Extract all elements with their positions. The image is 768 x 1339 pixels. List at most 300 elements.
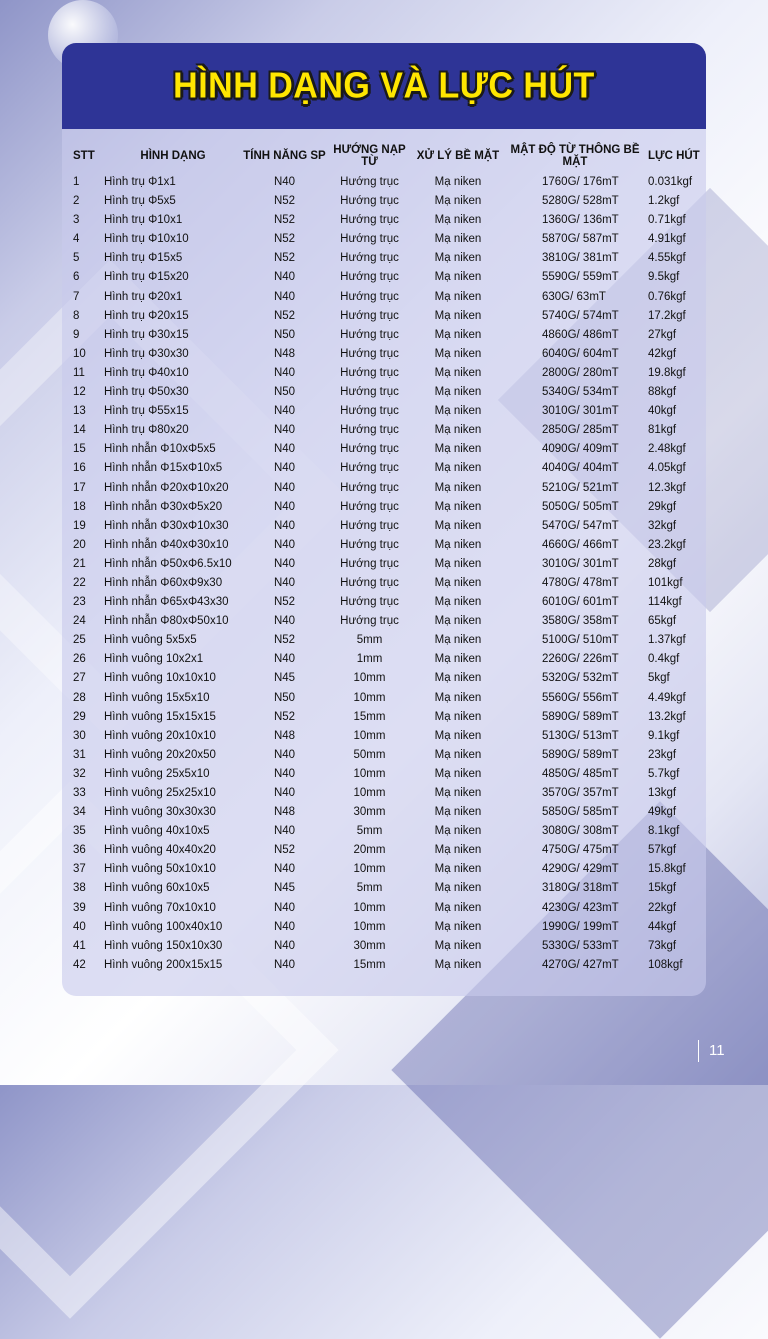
row-shape: Hình trụ Φ15x5 xyxy=(104,252,183,265)
row-pull-force: 13kgf xyxy=(648,787,677,799)
row-coating: Mạ niken xyxy=(434,958,482,971)
row-shape: Hình vuông 15x5x10 xyxy=(104,691,210,704)
table-row xyxy=(62,345,706,364)
row-grade: N40 xyxy=(273,958,296,971)
table-row xyxy=(62,211,706,230)
row-shape: Hình vuông 25x5x10 xyxy=(104,767,210,780)
row-shape: Hình trụ Φ30x30 xyxy=(104,347,189,360)
row-grade: N40 xyxy=(273,424,296,437)
table-row xyxy=(62,860,706,879)
row-pull-force: 4.05kgf xyxy=(648,462,686,475)
row-grade: N40 xyxy=(273,748,296,761)
table-row xyxy=(62,459,706,478)
row-pull-force: 22kgf xyxy=(648,901,677,914)
row-coating: Mạ niken xyxy=(434,500,482,513)
row-grade: N40 xyxy=(273,557,296,570)
row-pull-force: 32kgf xyxy=(648,519,677,532)
table-row xyxy=(62,593,706,612)
row-pull-force: 15.8kgf xyxy=(648,863,686,876)
row-magnetization: 50mm xyxy=(353,748,386,761)
row-stt: 28 xyxy=(73,691,86,704)
row-coating: Mạ niken xyxy=(434,290,482,303)
row-flux-density: 3810G/ 381mT xyxy=(542,252,619,265)
row-coating: Mạ niken xyxy=(434,519,482,532)
table-row xyxy=(62,784,706,803)
row-flux-density: 1990G/ 199mT xyxy=(542,920,619,933)
row-grade: N40 xyxy=(273,863,296,876)
row-shape: Hình vuông 15x15x15 xyxy=(104,710,216,723)
table-row xyxy=(62,746,706,765)
row-grade: N40 xyxy=(273,939,296,952)
row-grade: N52 xyxy=(273,309,296,322)
table-row xyxy=(62,918,706,937)
table-row xyxy=(62,879,706,898)
row-flux-density: 4090G/ 409mT xyxy=(542,443,619,456)
row-coating: Mạ niken xyxy=(434,195,482,208)
row-pull-force: 4.91kgf xyxy=(648,233,686,246)
row-magnetization: Hướng trục xyxy=(340,596,399,609)
row-pull-force: 57kgf xyxy=(648,844,677,857)
table-row xyxy=(62,956,706,975)
row-coating: Mạ niken xyxy=(434,328,482,341)
row-flux-density: 6010G/ 601mT xyxy=(542,596,619,609)
row-stt: 18 xyxy=(73,500,86,513)
row-grade: N52 xyxy=(273,710,296,723)
table-row xyxy=(62,402,706,421)
row-shape: Hình nhẫn Φ50xΦ6.5x10 xyxy=(104,557,232,570)
row-coating: Mạ niken xyxy=(434,901,482,914)
row-pull-force: 19.8kgf xyxy=(648,366,686,379)
row-grade: N40 xyxy=(273,767,296,780)
title-banner xyxy=(62,43,706,129)
row-grade: N40 xyxy=(273,443,296,456)
row-shape: Hình trụ Φ50x30 xyxy=(104,386,189,399)
row-pull-force: 23.2kgf xyxy=(648,538,686,551)
row-stt: 9 xyxy=(73,328,80,341)
row-pull-force: 114kgf xyxy=(648,596,682,609)
row-flux-density: 3580G/ 358mT xyxy=(542,615,619,628)
table-row xyxy=(62,440,706,459)
row-flux-density: 1760G/ 176mT xyxy=(542,176,619,188)
row-magnetization: 20mm xyxy=(353,844,386,857)
row-coating: Mạ niken xyxy=(434,233,482,246)
row-flux-density: 3570G/ 357mT xyxy=(542,787,619,799)
table-row xyxy=(62,803,706,822)
row-stt: 6 xyxy=(73,271,80,284)
row-grade: N45 xyxy=(273,882,296,895)
row-pull-force: 108kgf xyxy=(648,958,683,971)
row-grade: N40 xyxy=(273,653,296,666)
table-row xyxy=(62,574,706,593)
column-header-pull-force: LỰC HÚT xyxy=(648,150,700,162)
row-shape: Hình nhẫn Φ10xΦ5x5 xyxy=(104,443,216,456)
table-body xyxy=(62,173,706,975)
row-stt: 41 xyxy=(73,939,86,952)
row-magnetization: Hướng trục xyxy=(340,366,399,379)
row-shape: Hình vuông 200x15x15 xyxy=(104,958,223,971)
row-stt: 36 xyxy=(73,844,86,857)
table-row xyxy=(62,727,706,746)
row-magnetization: Hướng trục xyxy=(340,500,399,513)
row-shape: Hình vuông 25x25x10 xyxy=(104,787,216,799)
row-grade: N48 xyxy=(273,347,296,360)
table-row xyxy=(62,249,706,268)
page-number: 11 xyxy=(698,1040,725,1062)
table-row xyxy=(62,708,706,727)
row-shape: Hình vuông 20x10x10 xyxy=(104,729,216,742)
row-magnetization: 15mm xyxy=(353,710,386,723)
page-title: HÌNH DẠNG VÀ LỰC HÚT xyxy=(173,65,595,106)
row-stt: 22 xyxy=(73,576,86,589)
row-flux-density: 5590G/ 559mT xyxy=(542,271,619,284)
table-row xyxy=(62,765,706,784)
row-flux-density: 4040G/ 404mT xyxy=(542,462,619,475)
table-row xyxy=(62,421,706,440)
row-coating: Mạ niken xyxy=(434,806,482,819)
row-coating: Mạ niken xyxy=(434,787,482,799)
row-flux-density: 5280G/ 528mT xyxy=(542,195,619,208)
row-coating: Mạ niken xyxy=(434,347,482,360)
row-shape: Hình vuông 40x10x5 xyxy=(104,825,210,838)
table-row xyxy=(62,517,706,536)
row-stt: 40 xyxy=(73,920,86,933)
table-row xyxy=(62,612,706,631)
row-flux-density: 5890G/ 589mT xyxy=(542,748,619,761)
row-stt: 31 xyxy=(73,748,86,761)
row-magnetization: 10mm xyxy=(353,729,386,742)
row-coating: Mạ niken xyxy=(434,576,482,589)
row-grade: N50 xyxy=(273,328,296,341)
row-pull-force: 15kgf xyxy=(648,882,677,895)
row-pull-force: 0.4kgf xyxy=(648,653,680,666)
row-flux-density: 3010G/ 301mT xyxy=(542,557,619,570)
row-shape: Hình vuông 100x40x10 xyxy=(104,920,223,933)
row-pull-force: 1.37kgf xyxy=(648,634,686,647)
row-shape: Hình trụ Φ1x1 xyxy=(104,176,176,188)
row-stt: 13 xyxy=(73,405,86,418)
row-coating: Mạ niken xyxy=(434,844,482,857)
row-magnetization: Hướng trục xyxy=(340,405,399,418)
row-grade: N40 xyxy=(273,271,296,284)
row-coating: Mạ niken xyxy=(434,386,482,399)
row-magnetization: 10mm xyxy=(353,787,386,799)
row-pull-force: 9.5kgf xyxy=(648,271,680,284)
table-row xyxy=(62,498,706,517)
row-coating: Mạ niken xyxy=(434,729,482,742)
row-magnetization: 1mm xyxy=(356,653,383,666)
row-flux-density: 4660G/ 466mT xyxy=(542,538,619,551)
row-pull-force: 101kgf xyxy=(648,576,683,589)
row-coating: Mạ niken xyxy=(434,366,482,379)
row-pull-force: 17.2kgf xyxy=(648,309,686,322)
row-magnetization: 5mm xyxy=(356,825,383,838)
table-row xyxy=(62,899,706,918)
row-stt: 25 xyxy=(73,634,86,647)
row-stt: 30 xyxy=(73,729,86,742)
row-stt: 20 xyxy=(73,538,86,551)
row-magnetization: Hướng trục xyxy=(340,424,399,437)
row-coating: Mạ niken xyxy=(434,634,482,647)
row-shape: Hình trụ Φ40x10 xyxy=(104,366,189,379)
row-stt: 38 xyxy=(73,882,86,895)
row-stt: 32 xyxy=(73,767,86,780)
table-row xyxy=(62,841,706,860)
row-flux-density: 2260G/ 226mT xyxy=(542,653,619,666)
row-shape: Hình nhẫn Φ30xΦ5x20 xyxy=(104,500,223,513)
row-pull-force: 5kgf xyxy=(648,672,670,685)
row-flux-density: 5100G/ 510mT xyxy=(542,634,619,647)
row-magnetization: Hướng trục xyxy=(340,443,399,456)
row-flux-density: 5340G/ 534mT xyxy=(542,386,619,399)
column-header-stt: STT xyxy=(73,150,95,162)
row-coating: Mạ niken xyxy=(434,882,482,895)
row-coating: Mạ niken xyxy=(434,748,482,761)
magnet-spec-table xyxy=(62,139,706,975)
table-row xyxy=(62,536,706,555)
row-shape: Hình trụ Φ15x20 xyxy=(104,271,189,284)
row-flux-density: 5470G/ 547mT xyxy=(542,519,619,532)
row-shape: Hình vuông 40x40x20 xyxy=(104,844,216,857)
row-magnetization: 10mm xyxy=(353,767,386,780)
row-magnetization: Hướng trục xyxy=(340,252,399,265)
row-pull-force: 40kgf xyxy=(648,405,677,418)
row-magnetization: Hướng trục xyxy=(340,176,399,188)
row-magnetization: Hướng trục xyxy=(340,519,399,532)
table-row xyxy=(62,230,706,249)
row-grade: N40 xyxy=(273,481,296,494)
table-header-row xyxy=(62,139,706,173)
row-stt: 33 xyxy=(73,787,86,799)
row-grade: N52 xyxy=(273,233,296,246)
row-pull-force: 4.55kgf xyxy=(648,252,686,265)
row-flux-density: 4850G/ 485mT xyxy=(542,767,619,780)
row-pull-force: 44kgf xyxy=(648,920,677,933)
row-stt: 26 xyxy=(73,653,86,666)
table-row xyxy=(62,307,706,326)
row-shape: Hình trụ Φ30x15 xyxy=(104,328,189,341)
row-shape: Hình nhẫn Φ20xΦ10x20 xyxy=(104,481,229,494)
row-pull-force: 4.49kgf xyxy=(648,691,686,704)
row-grade: N40 xyxy=(273,825,296,838)
row-magnetization: 30mm xyxy=(353,806,386,819)
table-row xyxy=(62,268,706,287)
table-row xyxy=(62,650,706,669)
row-coating: Mạ niken xyxy=(434,481,482,494)
row-coating: Mạ niken xyxy=(434,252,482,265)
row-pull-force: 23kgf xyxy=(648,748,677,761)
column-header-coating: XỬ LÝ BỀ MẶT xyxy=(416,150,500,162)
table-row xyxy=(62,689,706,708)
row-pull-force: 27kgf xyxy=(648,328,677,341)
row-pull-force: 81kgf xyxy=(648,424,677,437)
row-shape: Hình vuông 20x20x50 xyxy=(104,748,216,761)
row-stt: 16 xyxy=(73,462,86,475)
row-flux-density: 5330G/ 533mT xyxy=(542,939,619,952)
row-coating: Mạ niken xyxy=(434,939,482,952)
row-magnetization: 10mm xyxy=(353,901,386,914)
row-magnetization: Hướng trục xyxy=(340,214,399,227)
row-coating: Mạ niken xyxy=(434,710,482,723)
row-magnetization: Hướng trục xyxy=(340,386,399,399)
row-coating: Mạ niken xyxy=(434,767,482,780)
row-stt: 11 xyxy=(73,366,85,379)
row-pull-force: 0.031kgf xyxy=(648,176,693,188)
row-grade: N40 xyxy=(273,462,296,475)
row-grade: N50 xyxy=(273,386,296,399)
row-magnetization: Hướng trục xyxy=(340,576,399,589)
row-shape: Hình vuông 60x10x5 xyxy=(104,882,210,895)
row-coating: Mạ niken xyxy=(434,596,482,609)
row-pull-force: 49kgf xyxy=(648,806,677,819)
row-shape: Hình vuông 5x5x5 xyxy=(104,634,197,647)
row-pull-force: 2.48kgf xyxy=(648,443,686,456)
row-flux-density: 6040G/ 604mT xyxy=(542,347,619,360)
row-grade: N40 xyxy=(273,920,296,933)
row-stt: 29 xyxy=(73,710,86,723)
row-coating: Mạ niken xyxy=(434,920,482,933)
column-header-magnetization: HƯỚNG NẠP TỪ xyxy=(333,144,406,168)
spec-table-card xyxy=(62,43,706,996)
row-pull-force: 5.7kgf xyxy=(648,767,680,780)
row-flux-density: 5560G/ 556mT xyxy=(542,691,619,704)
column-header-grade: TÍNH NĂNG SP xyxy=(243,150,326,162)
row-flux-density: 2800G/ 280mT xyxy=(542,366,619,379)
row-grade: N52 xyxy=(273,252,296,265)
row-stt: 39 xyxy=(73,901,86,914)
row-stt: 4 xyxy=(73,233,80,246)
row-magnetization: 5mm xyxy=(356,882,383,895)
row-shape: Hình trụ Φ10x1 xyxy=(104,214,183,227)
row-coating: Mạ niken xyxy=(434,214,482,227)
row-shape: Hình trụ Φ55x15 xyxy=(104,405,189,418)
row-coating: Mạ niken xyxy=(434,309,482,322)
row-coating: Mạ niken xyxy=(434,691,482,704)
row-coating: Mạ niken xyxy=(434,176,482,188)
row-grade: N40 xyxy=(273,519,296,532)
row-grade: N40 xyxy=(273,576,296,589)
row-stt: 5 xyxy=(73,252,80,265)
row-stt: 42 xyxy=(73,958,86,971)
table-row xyxy=(62,326,706,345)
row-stt: 21 xyxy=(73,557,86,570)
row-magnetization: 10mm xyxy=(353,920,386,933)
row-pull-force: 28kgf xyxy=(648,557,677,570)
row-magnetization: Hướng trục xyxy=(340,195,399,208)
table-row xyxy=(62,937,706,956)
row-magnetization: 10mm xyxy=(353,863,386,876)
row-pull-force: 12.3kgf xyxy=(648,481,686,494)
row-stt: 15 xyxy=(73,443,86,456)
table-row xyxy=(62,192,706,211)
row-magnetization: Hướng trục xyxy=(340,328,399,341)
row-stt: 8 xyxy=(73,309,80,322)
row-magnetization: 15mm xyxy=(353,958,386,971)
row-grade: N52 xyxy=(273,596,296,609)
row-pull-force: 29kgf xyxy=(648,500,677,513)
row-flux-density: 5850G/ 585mT xyxy=(542,806,619,819)
row-shape: Hình nhẫn Φ30xΦ10x30 xyxy=(104,519,229,532)
row-shape: Hình nhẫn Φ60xΦ9x30 xyxy=(104,576,223,589)
row-stt: 17 xyxy=(73,481,86,494)
row-magnetization: Hướng trục xyxy=(340,462,399,475)
row-stt: 10 xyxy=(73,347,86,360)
row-magnetization: Hướng trục xyxy=(340,615,399,628)
table-row xyxy=(62,669,706,688)
row-flux-density: 5870G/ 587mT xyxy=(542,233,619,246)
row-coating: Mạ niken xyxy=(434,672,482,685)
row-stt: 1 xyxy=(73,176,80,188)
table-row xyxy=(62,383,706,402)
row-stt: 37 xyxy=(73,863,86,876)
row-magnetization: 5mm xyxy=(356,634,383,647)
row-stt: 24 xyxy=(73,615,86,628)
row-flux-density: 3080G/ 308mT xyxy=(542,825,619,838)
row-coating: Mạ niken xyxy=(434,538,482,551)
row-grade: N52 xyxy=(273,844,296,857)
row-coating: Mạ niken xyxy=(434,615,482,628)
row-shape: Hình trụ Φ5x5 xyxy=(104,195,176,208)
row-pull-force: 65kgf xyxy=(648,615,677,628)
row-flux-density: 5210G/ 521mT xyxy=(542,481,619,494)
row-flux-density: 3180G/ 318mT xyxy=(542,882,619,895)
row-grade: N40 xyxy=(273,290,296,303)
row-coating: Mạ niken xyxy=(434,443,482,456)
row-stt: 27 xyxy=(73,672,86,685)
row-pull-force: 42kgf xyxy=(648,347,677,360)
row-shape: Hình nhẫn Φ80xΦ50x10 xyxy=(104,615,229,628)
table-row xyxy=(62,822,706,841)
row-flux-density: 5740G/ 574mT xyxy=(542,309,619,322)
row-stt: 34 xyxy=(73,806,86,819)
row-shape: Hình vuông 70x10x10 xyxy=(104,901,216,914)
row-shape: Hình nhẫn Φ15xΦ10x5 xyxy=(104,462,223,475)
table-row xyxy=(62,555,706,574)
row-shape: Hình nhẫn Φ65xΦ43x30 xyxy=(104,596,229,609)
row-flux-density: 5320G/ 532mT xyxy=(542,672,619,685)
row-magnetization: Hướng trục xyxy=(340,271,399,284)
row-magnetization: 10mm xyxy=(353,672,386,685)
row-pull-force: 0.76kgf xyxy=(648,290,686,303)
row-grade: N40 xyxy=(273,366,296,379)
row-coating: Mạ niken xyxy=(434,863,482,876)
row-grade: N52 xyxy=(273,214,296,227)
row-shape: Hình vuông 150x10x30 xyxy=(104,939,223,952)
row-flux-density: 1360G/ 136mT xyxy=(542,214,619,227)
row-magnetization: Hướng trục xyxy=(340,233,399,246)
row-shape: Hình trụ Φ20x1 xyxy=(104,290,183,303)
row-magnetization: Hướng trục xyxy=(340,538,399,551)
row-shape: Hình trụ Φ10x10 xyxy=(104,233,189,246)
table-row xyxy=(62,288,706,307)
row-shape: Hình vuông 50x10x10 xyxy=(104,863,216,876)
row-flux-density: 4860G/ 486mT xyxy=(542,328,619,341)
row-stt: 19 xyxy=(73,519,86,532)
row-grade: N40 xyxy=(273,901,296,914)
table-row xyxy=(62,631,706,650)
row-coating: Mạ niken xyxy=(434,825,482,838)
row-grade: N40 xyxy=(273,500,296,513)
row-grade: N40 xyxy=(273,615,296,628)
row-grade: N52 xyxy=(273,195,296,208)
row-flux-density: 5130G/ 513mT xyxy=(542,729,619,742)
row-grade: N40 xyxy=(273,405,296,418)
row-coating: Mạ niken xyxy=(434,424,482,437)
row-coating: Mạ niken xyxy=(434,557,482,570)
row-magnetization: Hướng trục xyxy=(340,557,399,570)
row-magnetization: Hướng trục xyxy=(340,309,399,322)
row-stt: 35 xyxy=(73,825,86,838)
row-grade: N48 xyxy=(273,806,296,819)
